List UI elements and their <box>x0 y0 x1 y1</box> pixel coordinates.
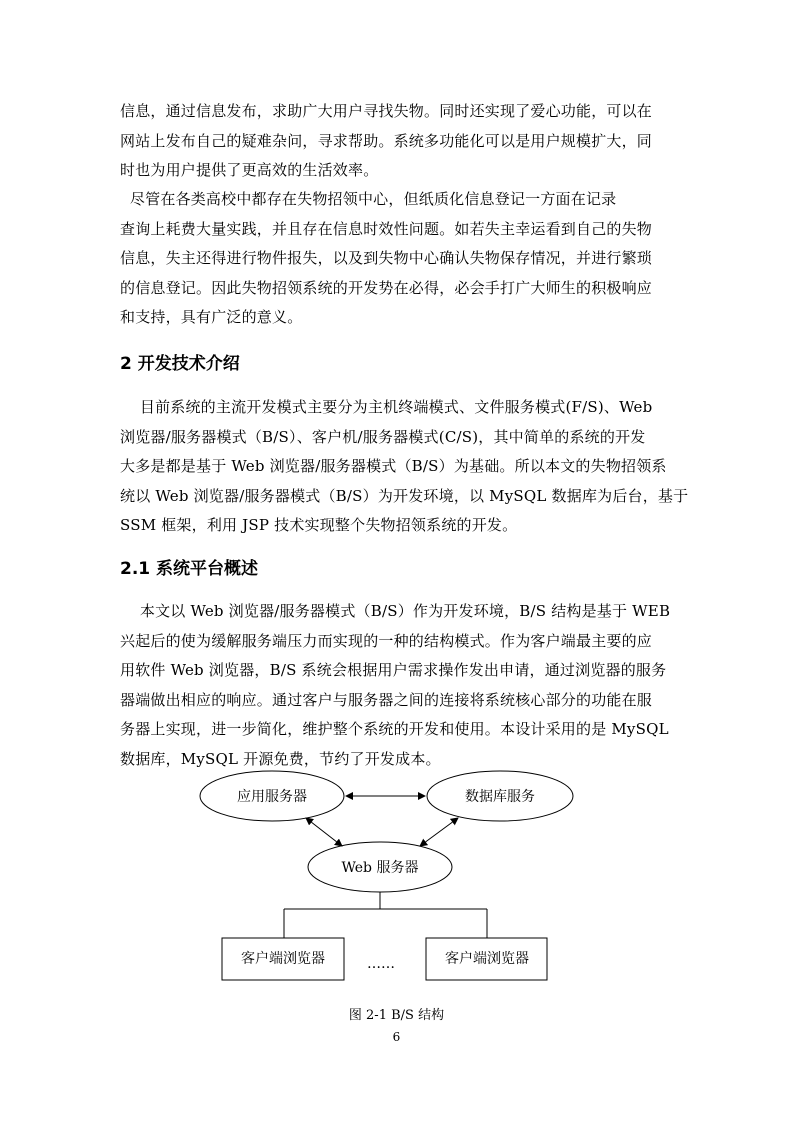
arrow-app-web <box>306 818 342 846</box>
paragraph-line: 的信息登记。因此失物招领系统的开发势在必得，必会手打广大师生的积极响应 <box>120 278 653 297</box>
paragraph-line: 尽管在各类高校中都存在失物招领中心，但纸质化信息登记一方面在记录 <box>120 190 617 208</box>
paragraph-line: 信息，通过信息发布，求助广大用户寻找失物。同时还实现了爱心功能，可以在 <box>120 102 653 120</box>
paragraph-line: 查询上耗费大量实践，并且存在信息时效性问题。如若失主幸运看到自己的失物 <box>120 219 653 238</box>
paragraph-line: 本文以 Web 浏览器/服务器模式（B/S）作为开发环境，B/S 结构是基于 WEB <box>120 602 671 620</box>
paragraph-line: 网站上发布自己的疑难杂问，寻求帮助。系统多功能化可以是用户规模扩大，同 <box>120 131 653 150</box>
client-browser-right-label: 客户端浏览器 <box>445 951 529 967</box>
app-server-label: 应用服务器 <box>237 789 307 805</box>
paragraph-line: 浏览器/服务器模式（B/S）、客户机/服务器模式(C/S)，其中简单的系统的开发 <box>120 427 646 446</box>
paragraph-line: 务器上实现，进一步简化，维护整个系统的开发和使用。本设计采用的是 MySQL <box>120 720 669 738</box>
paragraph-line: 兴起后的使为缓解服务端压力而实现的一种的结构模式。作为客户端最主要的应 <box>120 631 653 650</box>
paragraph-line: 和支持，具有广泛的意义。 <box>120 308 303 326</box>
section-heading-2: 2 开发技术介绍 <box>120 354 240 374</box>
paragraph-line: 数据库，MySQL 开源免费，节约了开发成本。 <box>120 749 441 768</box>
paragraph-line: 大多是都是基于 Web 浏览器/服务器模式（B/S）为基础。所以本文的失物招领系 <box>120 457 667 475</box>
db-service-label: 数据库服务 <box>465 789 535 805</box>
paragraph-line: 统以 Web 浏览器/服务器模式（B/S）为开发环境，以 MySQL 数据库为后台，基于 <box>120 486 689 505</box>
paragraph-line: 器端做出相应的响应。通过客户与服务器之间的连接将系统核心部分的功能在服 <box>120 690 653 709</box>
page-number: 6 <box>392 1030 401 1044</box>
paragraph-line: 时也为用户提供了更高效的生活效率。 <box>120 161 379 179</box>
client-browser-left-label: 客户端浏览器 <box>241 951 325 967</box>
section-heading-2-1: 2.1 系统平台概述 <box>120 559 259 579</box>
paragraph-line: SSM 框架，利用 JSP 技术实现整个失物招领系统的开发。 <box>120 516 518 534</box>
figure-caption: 图 2-1 B/S 结构 <box>348 1008 445 1023</box>
arrow-db-web <box>420 818 458 846</box>
clients-ellipsis: …… <box>367 956 395 972</box>
paragraph-line: 用软件 Web 浏览器，B/S 系统会根据用户需求操作发出申请，通过浏览器的服务 <box>120 661 667 679</box>
web-server-label: Web 服务器 <box>341 860 419 876</box>
paragraph-line: 目前系统的主流开发模式主要分为主机终端模式、文件服务模式(F/S)、Web <box>120 398 653 416</box>
paragraph-line: 信息，失主还得进行物件报失，以及到失物中心确认失物保存情况，并进行繁琐 <box>120 249 653 267</box>
